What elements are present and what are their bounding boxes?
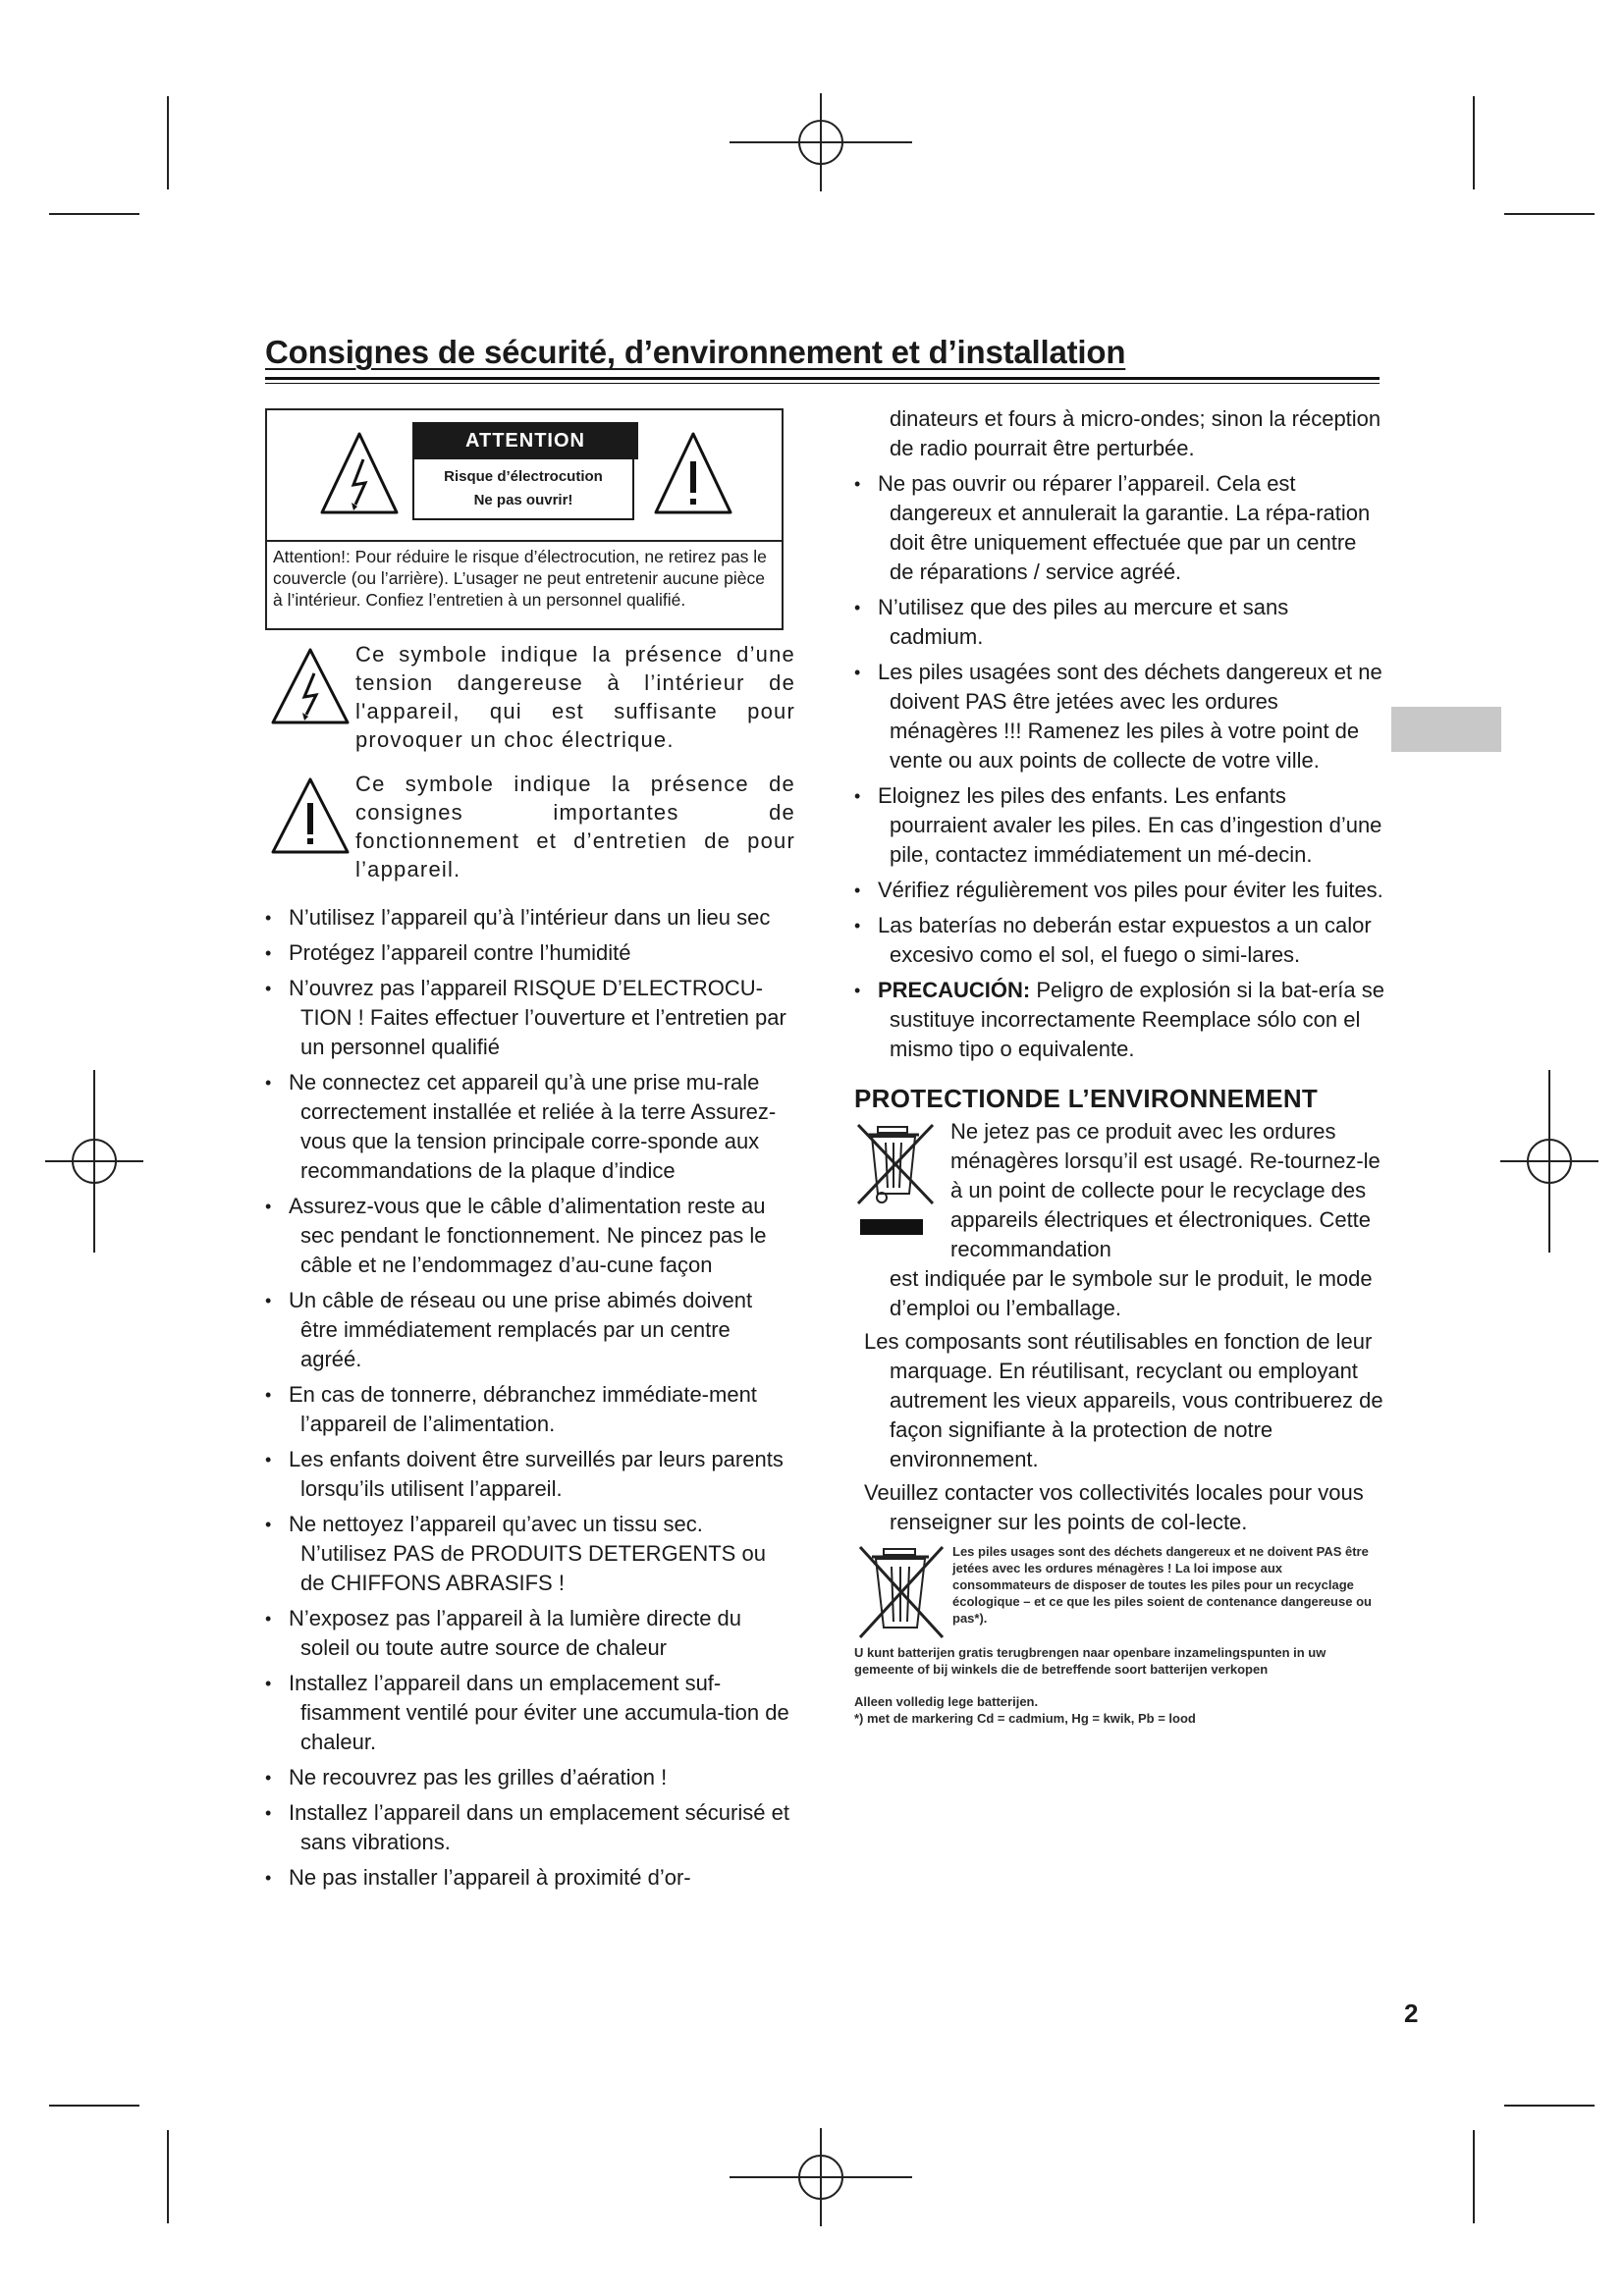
battery-notice	[854, 1543, 1384, 1727]
exclamation-symbol-text: Ce symbole indique la présence de consignes importantes de fonctionnement et d’entretien de pour l’appareil.	[355, 772, 795, 881]
title-rule	[265, 377, 1380, 380]
exclamation-symbol-icon	[269, 775, 352, 858]
continued-text: dinateurs et fours à micro-ondes; sinon la réception de radio pourrait être perturbée.	[890, 406, 1381, 460]
warning-text: Attention!: Pour réduire le risque d’électrocution, ne retirez pas le couvercle (ou l’arrière). L’usager ne peut entretenir aucune pièce à l’intérieur. Confiez l’entretien à un personnel qualifié.	[273, 547, 767, 610]
registration-mark-top	[730, 93, 912, 191]
lightning-symbol-icon	[269, 646, 352, 728]
list-item: • Ne connectez cet appareil qu’à une prise mu-rale correctement installée et reliée à la terre Assurez-vous que la tension principale corre-sponde aux recommandations de la plaque d’indice	[265, 1068, 795, 1186]
list-item: • Ne recouvrez pas les grilles d’aération !	[265, 1763, 795, 1792]
lightning-warning-icon	[318, 428, 401, 522]
crop-mark	[1504, 213, 1595, 215]
crossed-bin-icon	[854, 1543, 948, 1653]
environment-paragraph-1: Ne jetez pas ce produit avec les ordures ménagères lorsqu’il est usagé. Re-tournez-le à un point de collecte pour le recyclage des appareils électriques et électroniques. Cette recommandation	[950, 1119, 1380, 1261]
list-item: • Un câble de réseau ou une prise abimés doivent être immédiatement remplacés par un centre agréé.	[265, 1286, 795, 1374]
crop-mark	[167, 96, 169, 189]
list-item-precaucion	[854, 976, 1384, 1064]
attention-panel	[412, 459, 634, 520]
exclamation-symbol-row	[265, 770, 795, 891]
battery-notice-french: Les piles usages sont des déchets dangereux et ne doivent PAS être jetées avec les ordures ménagères ! La loi impose aux consommateurs de disposer de toutes les piles pour un recyclage écologique – et ce que les piles soient de contenance dangereuse ou pas*).	[952, 1544, 1372, 1626]
crop-mark	[1473, 2130, 1475, 2223]
section-tab	[1391, 707, 1501, 752]
environment-paragraph-3: Veuillez contacter vos collectivités locales pour vous renseigner sur les points de col-lecte.	[864, 1480, 1364, 1534]
list-item: • N’ouvrez pas l’appareil RISQUE D’ELECTROCU-TION ! Faites effectuer l’ouverture et l’entretien par un personnel qualifié	[265, 974, 795, 1062]
safety-list-left	[265, 903, 795, 1893]
registration-mark-left	[45, 1070, 143, 1253]
list-item: • Les enfants doivent être surveillés par leurs parents lorsqu’ils utilisent l’appareil.	[265, 1445, 795, 1504]
battery-notice-dutch: U kunt batterijen gratis terugbrengen naar openbare inzamelingspunten in uw gemeente of bij winkels die de betreffende soort batterijen verkopen	[854, 1645, 1326, 1677]
list-item: • Ne pas installer l’appareil à proximité d’or-	[265, 1863, 795, 1893]
lightning-symbol-text: Ce symbole indique la présence d’une tension dangereuse à l’intérieur de l'appareil, qui est suffisante pour provoquer un choc électrique.	[355, 642, 795, 752]
registration-mark-bottom	[730, 2128, 912, 2226]
list-item: • Eloignez les piles des enfants. Les enfants pourraient avaler les piles. En cas d’ingestion d’une pile, contactez immédiatement un mé-decin.	[854, 781, 1384, 870]
right-column	[854, 404, 1384, 1727]
environment-paragraph-1-continued: est indiquée par le symbole sur le produit, le mode d’emploi ou l’emballage.	[890, 1266, 1373, 1320]
list-item: • Vérifiez régulièrement vos piles pour éviter les fuites.	[854, 876, 1384, 905]
list-item: • En cas de tonnerre, débranchez immédiate-ment l’appareil de l’alimentation.	[265, 1380, 795, 1439]
precaucion-text: Peligro de explosión si la bat-ería se sustituye incorrectamente Reemplace sólo con el mismo tipo o equivalente.	[890, 978, 1384, 1061]
list-item: • N’utilisez que des piles au mercure et sans cadmium.	[854, 593, 1384, 652]
list-item: • Les piles usagées sont des déchets dangereux et ne doivent PAS être jetées avec les ordures ménagères !!! Ramenez les piles à votre point de vente ou aux points de collecte de votre ville.	[854, 658, 1384, 775]
crop-mark	[49, 213, 139, 215]
list-item: • Installez l’appareil dans un emplacement sécurisé et sans vibrations.	[265, 1798, 795, 1857]
list-item: • Las baterías no deberán estar expuestos a un calor excesivo como el sol, el fuego o simi-lares.	[854, 911, 1384, 970]
crop-mark	[1473, 96, 1475, 189]
risk-line: Ne pas ouvrir!	[473, 492, 573, 508]
registration-mark-right	[1500, 1070, 1598, 1253]
crop-mark	[49, 2105, 139, 2107]
lightning-symbol-row	[265, 640, 795, 762]
crop-mark	[167, 2130, 169, 2223]
list-item: • Installez l’appareil dans un emplacement suf-fisamment ventilé pour éviter une accumula-tion de chaleur.	[265, 1669, 795, 1757]
environment-block	[854, 1117, 1384, 1537]
page-title: Consignes de sécurité, d’environnement et d’installation	[265, 334, 1126, 370]
environment-paragraph-2: Les composants sont réutilisables en fonction de leur marquage. En réutilisant, recyclant ou employant autrement les vieux appareils, vous contribuerez de façon signifiante à la protection de notre environnement.	[864, 1329, 1383, 1471]
list-item: • Ne pas ouvrir ou réparer l’appareil. Cela est dangereux et annulerait la garantie. La répa-ration doit être uniquement effectuée que par un centre de réparations / service agréé.	[854, 469, 1384, 587]
environment-heading: PROTECTIONDE L’ENVIRONNEMENT	[854, 1084, 1319, 1113]
crossed-bin-icon	[854, 1121, 939, 1249]
precaucion-label: PRECAUCIÓN:	[878, 978, 1031, 1002]
battery-notice-dutch-3: *) met de markering Cd = cadmium, Hg = kwik, Pb = lood	[854, 1711, 1196, 1726]
risk-line: Risque d’électrocution	[444, 468, 603, 485]
list-item: • Assurez-vous que le câble d’alimentation reste au sec pendant le fonctionnement. Ne pincez pas le câble et ne l’endommagez d’au-cune façon	[265, 1192, 795, 1280]
attention-label: ATTENTION	[412, 422, 638, 459]
warning-box-header	[267, 410, 782, 542]
list-item: • Protégez l’appareil contre l’humidité	[265, 938, 795, 968]
crop-mark	[1504, 2105, 1595, 2107]
battery-notice-dutch-2: Alleen volledig lege batterijen.	[854, 1694, 1039, 1709]
warning-box	[265, 408, 784, 630]
page-number: 2	[1404, 1999, 1419, 2028]
list-item: • N’utilisez l’appareil qu’à l’intérieur dans un lieu sec	[265, 903, 795, 933]
title-rule	[265, 383, 1380, 384]
list-item: • N’exposez pas l’appareil à la lumière directe du soleil ou toute autre source de chaleur	[265, 1604, 795, 1663]
list-item: • Ne nettoyez l’appareil qu’avec un tissu sec. N’utilisez PAS de PRODUITS DETERGENTS ou de CHIFFONS ABRASIFS !	[265, 1510, 795, 1598]
safety-list-right	[854, 469, 1384, 1064]
exclamation-warning-icon	[652, 428, 734, 522]
left-column	[265, 408, 795, 1898]
